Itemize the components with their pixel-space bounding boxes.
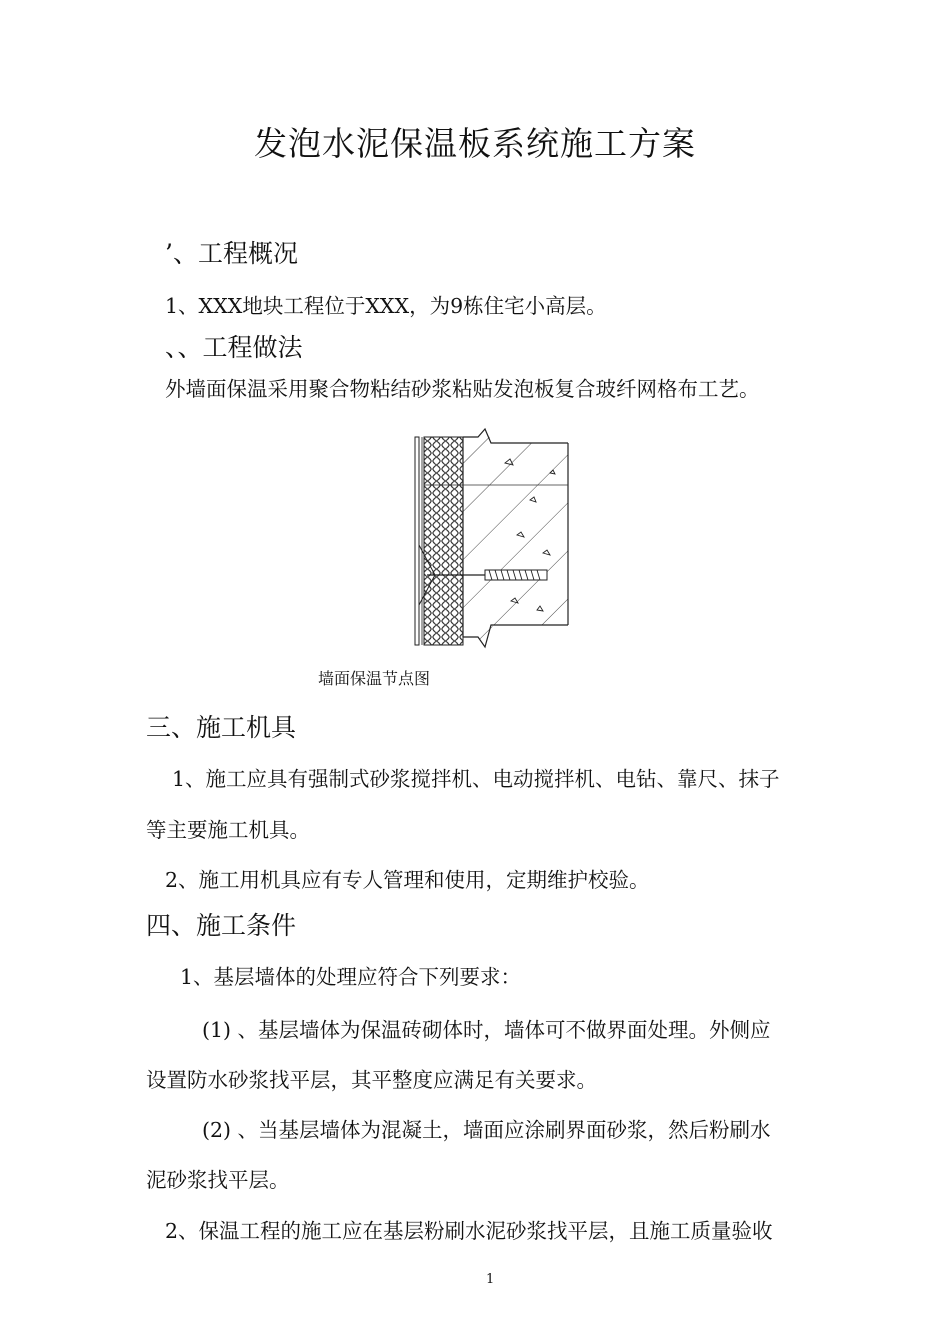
section-4-sub-1-line-1: (1) 、基层墙体为保温砖砌体时，墙体可不做界面处理。外侧应: [202, 1018, 771, 1042]
section-3-item-1-line-2: 等主要施工机具。: [146, 818, 310, 842]
section-1-item-1: 1、XXX地块工程位于XXX，为9栋住宅小高层。: [165, 294, 607, 318]
section-4-sub-2-line-2: 泥砂浆找平层。: [146, 1168, 290, 1192]
wall-insulation-detail-drawing: [405, 425, 575, 660]
section-4-item-2-line-1: 2、保温工程的施工应在基层粉刷水泥砂浆找平层，且施工质量验收: [165, 1219, 773, 1243]
document-title: 发泡水泥保温板系统施工方案: [254, 124, 696, 163]
section-3-heading: 三、施工机具: [146, 713, 297, 742]
section-4-sub-1-line-2: 设置防水砂浆找平层，其平整度应满足有关要求。: [146, 1068, 597, 1092]
figure-caption: 墙面保温节点图: [318, 669, 431, 688]
section-4-item-1: 1、基层墙体的处理应符合下列要求：: [180, 965, 522, 989]
section-2-body: 外墙面保温采用聚合物粘结砂浆粘贴发泡板复合玻纤网格布工艺。: [165, 377, 760, 401]
finish-layer: [415, 437, 419, 645]
concrete-wall: [463, 425, 573, 660]
section-3-item-1-line-1: 1、施工应具有强制式砂浆搅拌机、电动搅拌机、电钻、靠尺、抹子: [172, 767, 780, 791]
section-4-heading: 四、施工条件: [146, 911, 297, 940]
section-3-item-2: 2、施工用机具应有专人管理和使用，定期维护校验。: [165, 868, 650, 892]
page-number: 1: [486, 1272, 495, 1287]
section-1-heading: ’、工程概况: [165, 239, 298, 268]
section-4-sub-2-line-1: (2) 、当基层墙体为混凝土，墙面应涂刷界面砂浆，然后粉刷水: [202, 1118, 771, 1142]
section-2-heading: 、、工程做法: [165, 333, 303, 362]
